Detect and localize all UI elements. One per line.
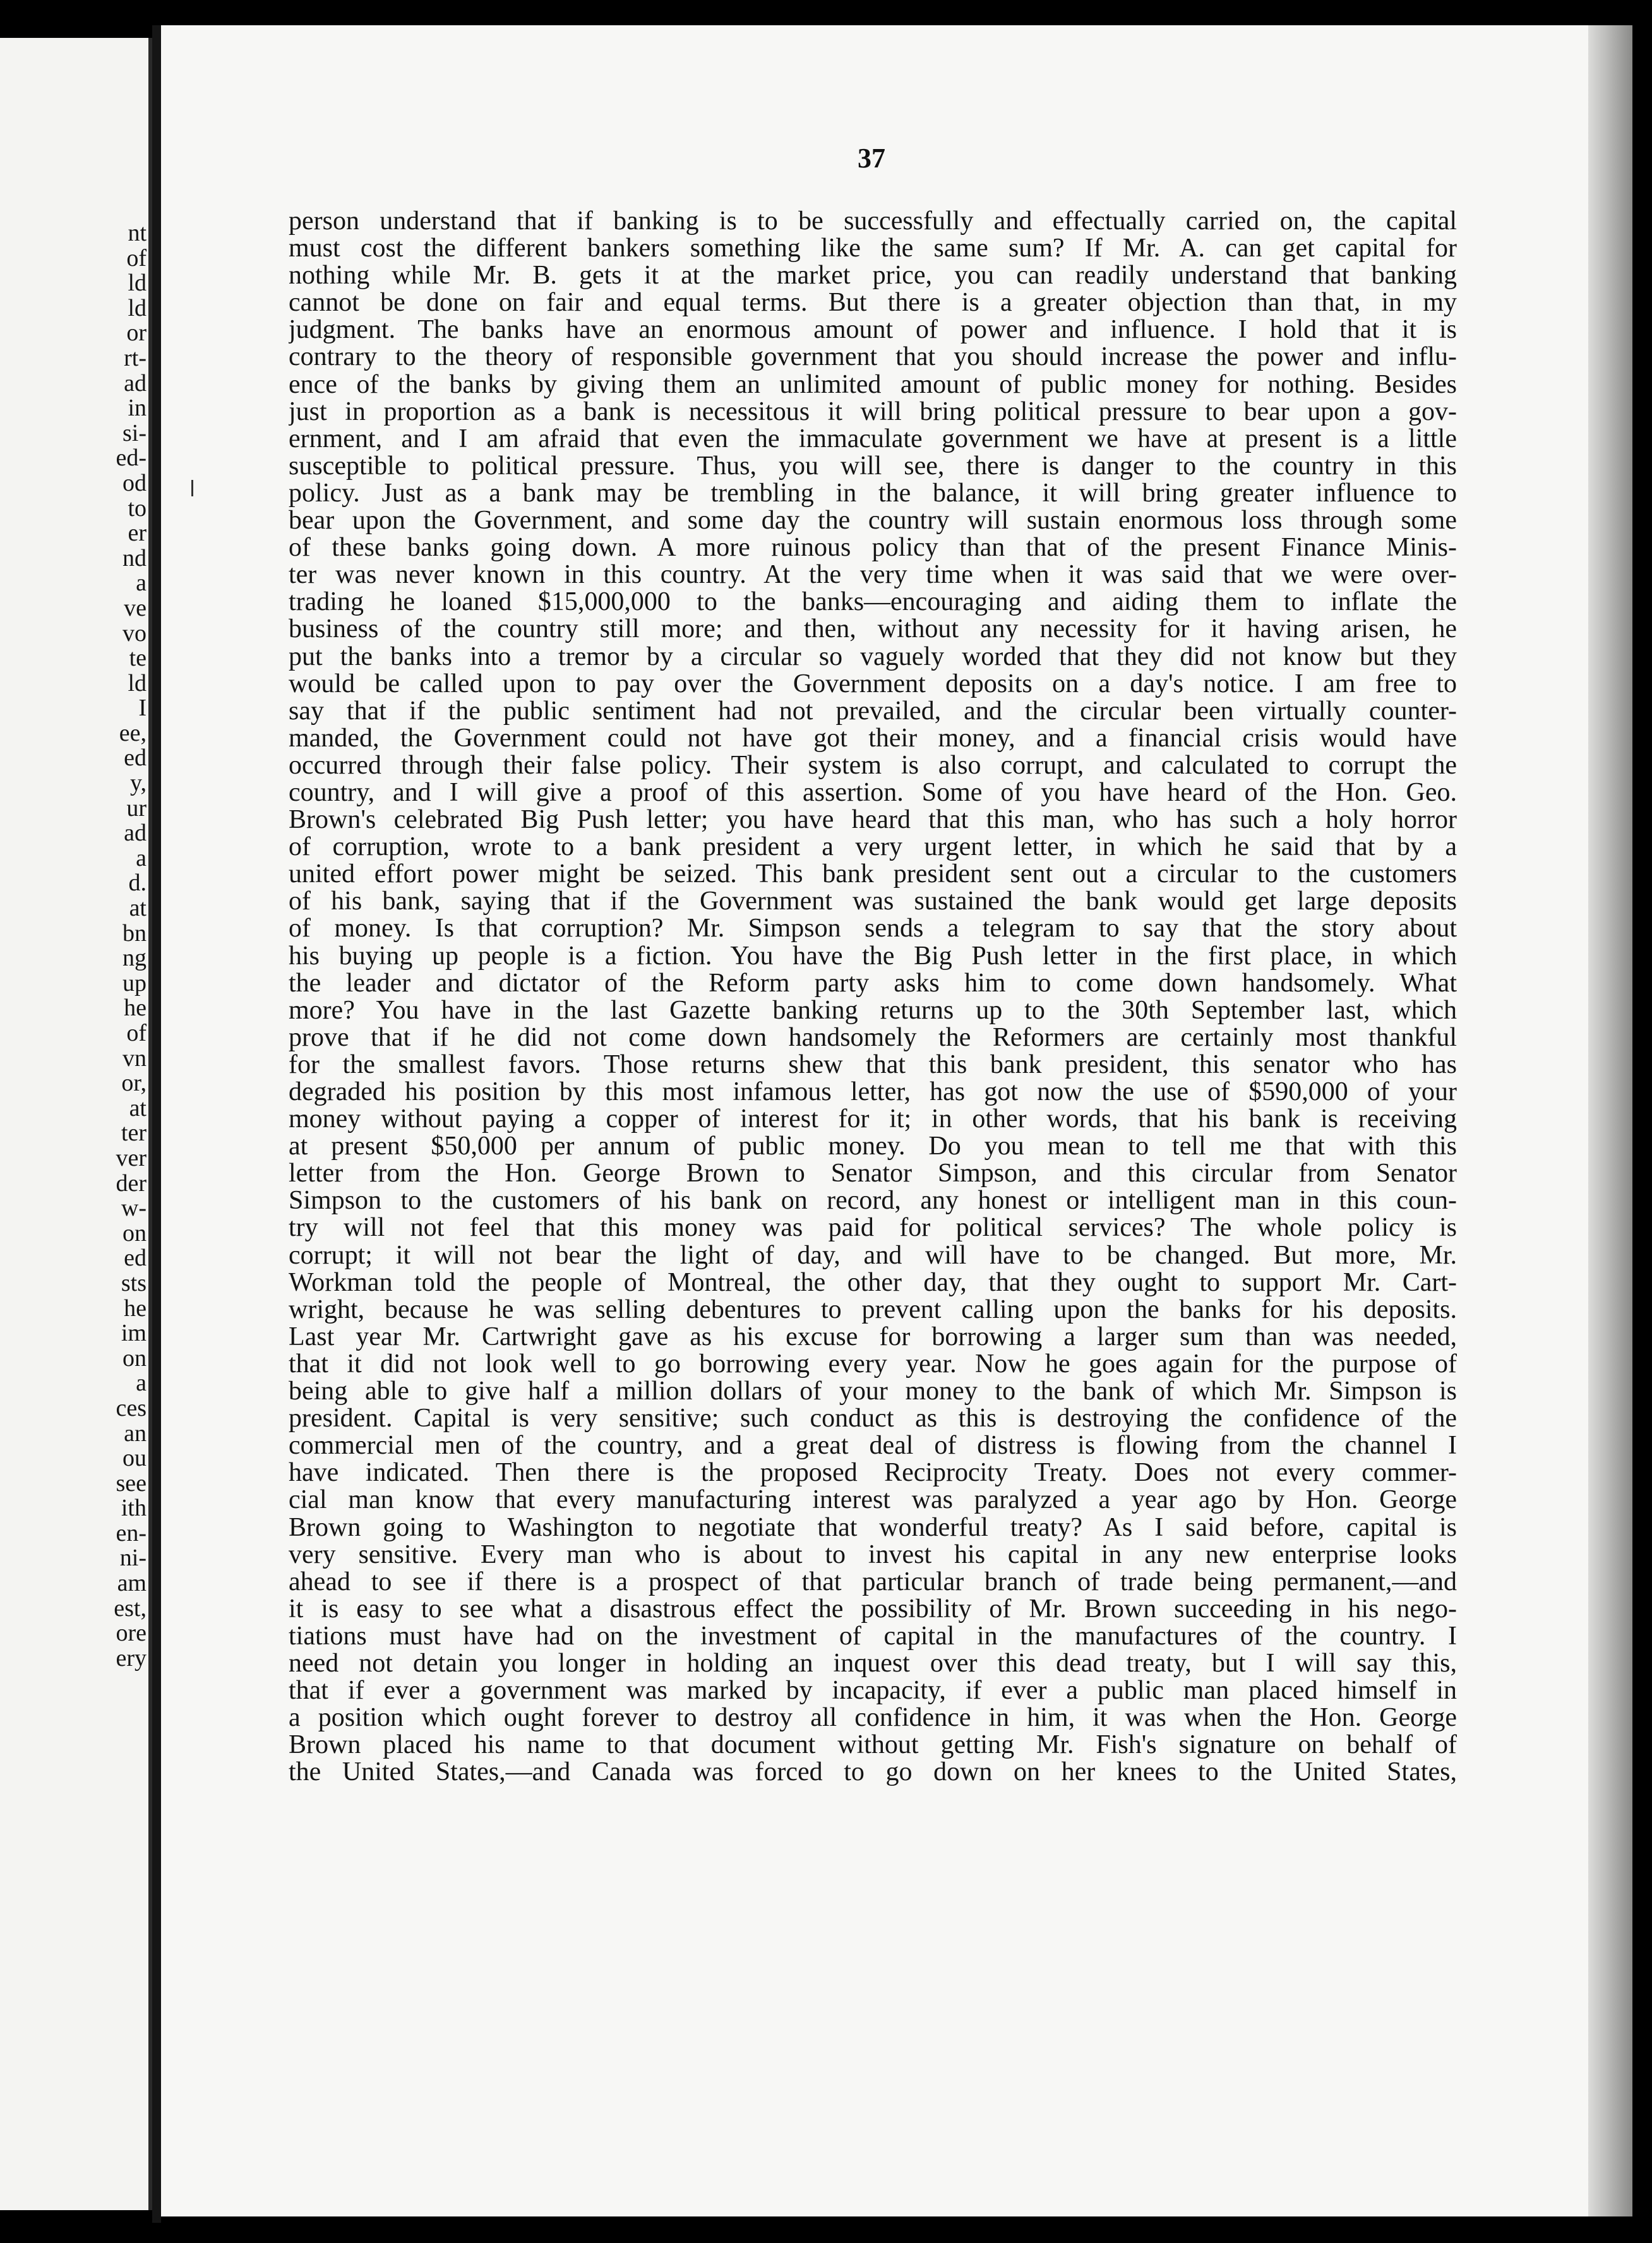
text-line: ter was never known in this country. At the very time when it was said that we were over- [289, 561, 1457, 589]
text-line: money without paying a copper of interest for it; in other words, that his bank is receiving [289, 1106, 1457, 1133]
text-line: try will not feel that this money was paid for political services? The whole policy is [289, 1214, 1457, 1242]
text-line: of these banks going down. A more ruinous policy than that of the present Finance Minis- [289, 534, 1457, 562]
margin-fragment: or [126, 321, 147, 346]
margin-fragment: ld [128, 271, 147, 296]
margin-fragment: an [124, 1421, 147, 1447]
margin-fragment: ver [116, 1145, 147, 1171]
text-line: wright, because he was selling debentures to prevent calling upon the banks for his deposits. [289, 1296, 1457, 1324]
margin-fragment: ed- [116, 446, 147, 471]
book-gutter [152, 25, 161, 2223]
text-line: policy. Just as a bank may be trembling in the balance, it will bring greater influence to [289, 479, 1457, 508]
margin-fragment: ed [124, 1246, 147, 1271]
text-line: tiations must have had on the investment of capital in the manufactures of the country. I [289, 1622, 1457, 1650]
text-line: of corruption, wrote to a bank president a very urgent letter, in which he said that by a [289, 834, 1457, 861]
text-line: prove that if he did not come down handsomely the Reformers are certainly most thankful [289, 1024, 1457, 1051]
margin-fragment: ee, [119, 721, 147, 746]
margin-fragment: te [129, 646, 147, 671]
text-line: the United States,—and Canada was forced to go down on her knees to the United States, [289, 1759, 1457, 1786]
margin-fragment: ter [121, 1121, 147, 1146]
text-line: cannot be done on fair and equal terms. But there is a greater objection than that, in my [289, 289, 1457, 317]
margin-fragment: ore [116, 1621, 147, 1646]
margin-fragment: en- [116, 1521, 147, 1546]
text-line: united effort power might be seized. This bank president sent out a circular to the customers [289, 861, 1457, 888]
margin-fragment: am [117, 1571, 147, 1596]
margin-fragment: ld [128, 296, 147, 321]
text-line: letter from the Hon. George Brown to Senator Simpson, and this circular from Senator [289, 1160, 1457, 1188]
margin-fragment: d. [128, 871, 147, 897]
margin-fragment: est, [114, 1596, 147, 1622]
text-line: corrupt; it will not bear the light of day, and will have to be changed. But more, Mr. [289, 1241, 1457, 1269]
margin-fragment: at [129, 896, 147, 921]
margin-fragment: im [121, 1321, 147, 1346]
margin-fragment: a [136, 846, 147, 871]
text-line: susceptible to political pressure. Thus, you will see, there is danger to the country in this [289, 452, 1457, 480]
left-margin-fragments [0, 221, 147, 1671]
text-line: Brown placed his name to that document without getting Mr. Fish's signature on behalf of [289, 1732, 1457, 1759]
margin-mark [191, 480, 193, 496]
text-line: judgment. The banks have an enormous amount of power and influence. I hold that it is [289, 316, 1457, 344]
text-line: ence of the banks by giving them an unlimited amount of public money for nothing. Besides [289, 371, 1457, 398]
text-line: manded, the Government could not have got their money, and a financial crisis would have [289, 724, 1457, 752]
text-line: ernment, and I am afraid that even the immaculate government we have at present is a little [289, 425, 1457, 453]
text-line: person understand that if banking is to be successfully and effectually carried on, the capital [289, 208, 1457, 236]
scan-border [1632, 25, 1652, 2216]
text-line: trading he loaned $15,000,000 to the banks—encouraging and aiding them to inflate the [289, 589, 1457, 616]
margin-fragment: vn [123, 1046, 147, 1072]
body-text [289, 208, 1457, 1786]
text-line: country, and I will give a proof of this assertion. Some of you have heard of the Hon. Geo. [289, 779, 1457, 807]
margin-fragment: od [123, 470, 147, 496]
text-line: it is easy to see what a disastrous effect the possibility of Mr. Brown succeeding in his nego- [289, 1595, 1457, 1623]
margin-fragment: ng [123, 946, 147, 971]
margin-fragment: ou [123, 1446, 147, 1471]
text-line: a position which ought forever to destroy all confidence in him, it was when the Hon. George [289, 1704, 1457, 1732]
text-line: put the banks into a tremor by a circular so vaguely worded that they did not know but they [289, 643, 1457, 671]
margin-fragment: ld [128, 671, 147, 697]
margin-fragment: der [116, 1171, 147, 1197]
margin-fragment: nt [128, 221, 147, 246]
text-line: Simpson to the customers of his bank on record, any honest or intelligent man in this coun- [289, 1187, 1457, 1215]
page-number: 37 [858, 143, 885, 174]
text-line: Brown going to Washington to negotiate that wonderful treaty? As I said before, capital is [289, 1514, 1457, 1541]
margin-fragment: si- [123, 421, 147, 446]
text-line: of money. Is that corruption? Mr. Simpson sends a telegram to say that the story about [289, 915, 1457, 943]
margin-fragment: ed [124, 746, 147, 772]
margin-fragment: a [136, 1371, 147, 1396]
text-line: his buying up people is a fiction. You have the Big Push letter in the first place, in which [289, 942, 1457, 970]
text-line: must cost the different bankers something like the same sum? If Mr. A. can get capital for [289, 235, 1457, 263]
text-line: would be called upon to pay over the Government deposits on a day's notice. I am free to [289, 670, 1457, 698]
margin-fragment: ur [126, 796, 147, 822]
text-line: say that if the public sentiment had not prevailed, and the circular been virtually counter- [289, 697, 1457, 725]
text-line: ahead to see if there is a prospect of that particular branch of trade being permanent,—and [289, 1568, 1457, 1596]
margin-fragment: bn [123, 921, 147, 947]
text-line: of his bank, saying that if the Government was sustained the bank would get large deposits [289, 888, 1457, 916]
text-line: very sensitive. Every man who is about to invest his capital in any new enterprise looks [289, 1541, 1457, 1569]
text-line: president. Capital is very sensitive; such conduct as this is destroying the confidence of the [289, 1405, 1457, 1433]
margin-fragment: he [124, 1296, 147, 1322]
text-line: Workman told the people of Montreal, the other day, that they ought to support Mr. Cart- [289, 1269, 1457, 1296]
margin-fragment: I [138, 696, 147, 721]
text-line: just in proportion as a bank is necessitous it will bring political pressure to bear upon a gov- [289, 398, 1457, 426]
text-line: at present $50,000 per annum of public money. Do you mean to tell me that with this [289, 1133, 1457, 1161]
margin-fragment: ad [124, 821, 147, 846]
margin-fragment: or, [121, 1071, 147, 1096]
margin-fragment: on [123, 1346, 147, 1372]
page-edge [1588, 25, 1632, 2216]
margin-fragment: of [126, 246, 147, 272]
text-line: that it did not look well to go borrowing every year. Now he goes again for the purpose of [289, 1350, 1457, 1379]
text-line: for the smallest favors. Those returns shew that this bank president, this senator who has [289, 1051, 1457, 1079]
text-line: contrary to the theory of responsible government that you should increase the power and influ- [289, 344, 1457, 371]
margin-fragment: see [116, 1471, 147, 1497]
margin-fragment: ery [116, 1646, 147, 1672]
margin-fragment: up [123, 971, 147, 996]
text-line: degraded his position by this most infamous letter, has got now the use of $590,000 of your [289, 1079, 1457, 1106]
margin-fragment: y, [129, 771, 147, 796]
margin-fragment: of [126, 1021, 147, 1046]
margin-fragment: rt- [124, 345, 147, 371]
text-line: occurred through their false policy. Their system is also corrupt, and calculated to corrupt the [289, 751, 1457, 779]
margin-fragment: ces [116, 1396, 147, 1421]
text-line: Brown's celebrated Big Push letter; you have heard that this man, who has such a holy horror [289, 806, 1457, 834]
margin-fragment: to [128, 496, 147, 522]
margin-fragment: er [128, 521, 147, 546]
previous-page-fragment [0, 38, 152, 2210]
margin-fragment: in [128, 396, 147, 421]
margin-fragment: ith [121, 1496, 147, 1521]
text-line: being able to give half a million dollars of your money to the bank of which Mr. Simpson is [289, 1378, 1457, 1406]
text-line: bear upon the Government, and some day the country will sustain enormous loss through some [289, 507, 1457, 535]
margin-fragment: a [136, 571, 147, 596]
margin-fragment: at [129, 1096, 147, 1122]
margin-fragment: ad [124, 371, 147, 397]
text-line: business of the country still more; and then, without any necessity for it having arisen, he [289, 616, 1457, 643]
margin-fragment: w- [121, 1196, 147, 1221]
margin-fragment: sts [121, 1271, 147, 1296]
text-line: cial man know that every manufacturing interest was paralyzed a year ago by Hon. George [289, 1486, 1457, 1514]
margin-fragment: he [124, 996, 147, 1021]
margin-fragment: nd [123, 546, 147, 571]
text-line: commercial men of the country, and a great deal of distress is flowing from the channel I [289, 1432, 1457, 1460]
margin-fragment: ni- [119, 1546, 147, 1572]
margin-fragment: ve [124, 595, 147, 621]
margin-fragment: on [123, 1221, 147, 1247]
text-line: Last year Mr. Cartwright gave as his excuse for borrowing a larger sum than was needed, [289, 1323, 1457, 1351]
text-line: need not detain you longer in holding an inquest over this dead treaty, but I will say this, [289, 1649, 1457, 1678]
text-line: more? You have in the last Gazette banking returns up to the 30th September last, which [289, 996, 1457, 1024]
text-line: have indicated. Then there is the proposed Reciprocity Treaty. Does not every commer- [289, 1459, 1457, 1487]
text-line: the leader and dictator of the Reform party asks him to come down handsomely. What [289, 969, 1457, 997]
text-line: that if ever a government was marked by incapacity, if ever a public man placed himself in [289, 1677, 1457, 1705]
text-line: nothing while Mr. B. gets it at the market price, you can readily understand that banking [289, 262, 1457, 290]
margin-fragment: vo [123, 621, 147, 647]
